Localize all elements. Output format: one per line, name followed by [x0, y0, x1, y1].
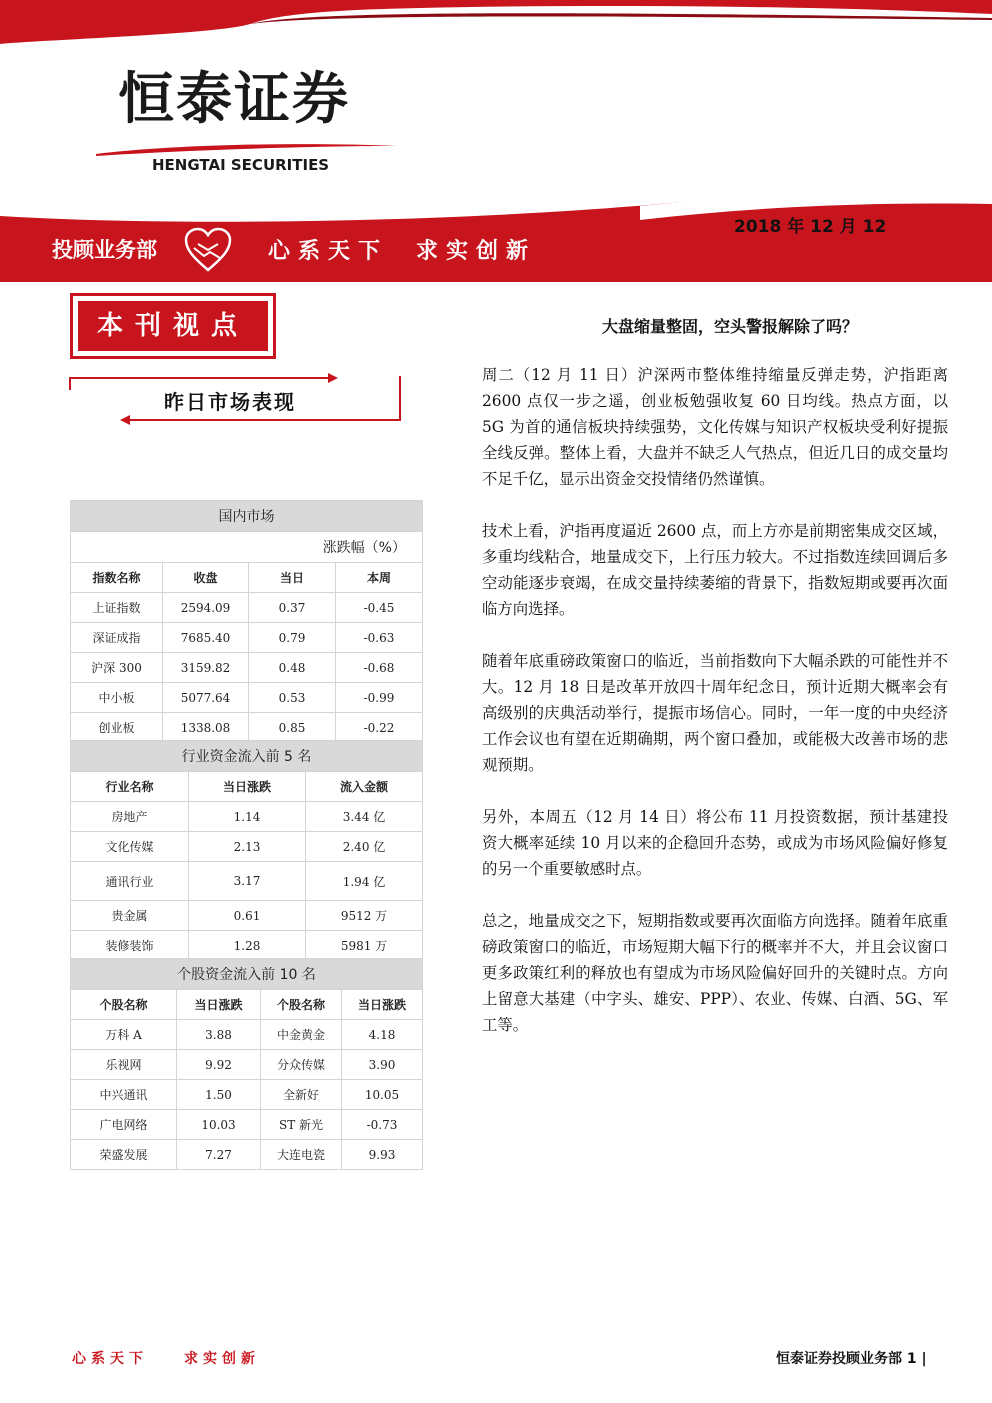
issue-date: 2018 年 12 月 12 [734, 217, 887, 237]
article-title: 大盘缩量整固，空头警报解除了吗？ [601, 317, 858, 336]
header-top-wave [0, 0, 992, 60]
column-header: 个股名称 [71, 990, 177, 1020]
column-header: 本周 [336, 563, 423, 593]
table-cell: 7685.40 [163, 623, 249, 653]
domestic-market-table [70, 500, 423, 743]
table-row [71, 683, 423, 713]
table-cell: 0.61 [189, 901, 306, 931]
brand-logo-chinese: 恒泰证券 [118, 67, 350, 132]
section-title-box [70, 293, 276, 359]
article-paragraph: 周二（12 月 11 日）沪深两市整体维持缩量反弹走势，沪指距离 2600 点仅一步之遥，创业板勉强收复 60 日均线。热点方面，以 5G 为首的通信板块持续强势，文化传媒与知识产权板块受利好提振全线反弹。整体上看，大盘并不缺乏人气热点，但近几日的成交量均不足千亿，显示出资金交投情绪仍然谨慎。 [482, 366, 948, 488]
table-unit-row [71, 532, 423, 563]
table-cell: 3.88 [177, 1020, 261, 1050]
table-cell: -0.99 [336, 683, 423, 713]
column-header: 收盘 [163, 563, 249, 593]
column-header: 个股名称 [261, 990, 342, 1020]
table-row [71, 1050, 423, 1080]
table-cell: 文化传媒 [71, 832, 189, 862]
table-cell: 1338.08 [163, 713, 249, 743]
column-header: 当日 [249, 563, 336, 593]
table-cell: 1.50 [177, 1080, 261, 1110]
table-cell: 1.14 [189, 802, 306, 832]
table-cell: 装修装饰 [71, 931, 189, 961]
table-row [71, 1140, 423, 1170]
table-cell: 中兴通讯 [71, 1080, 177, 1110]
table-row [71, 901, 423, 931]
table-header-row [71, 772, 423, 802]
industry-inflow-table [70, 740, 423, 961]
table-cell: 10.05 [342, 1080, 423, 1110]
table-cell: 9512 万 [306, 901, 423, 931]
table-header-row [71, 563, 423, 593]
footer-page-label: 恒泰证券投顾业务部 1 | [776, 1351, 927, 1367]
table-caption-row [71, 741, 423, 772]
table-cell: 创业板 [71, 713, 163, 743]
table-cell: 3.17 [189, 862, 306, 901]
column-header: 流入金额 [306, 772, 423, 802]
table-cell: 0.85 [249, 713, 336, 743]
column-header: 当日涨跌 [342, 990, 423, 1020]
column-header: 当日涨跌 [177, 990, 261, 1020]
table-cell: 1.28 [189, 931, 306, 961]
table-cell: 3.90 [342, 1050, 423, 1080]
header-slogan-1: 心系天下 [268, 239, 389, 264]
table-cell: 0.37 [249, 593, 336, 623]
table-cell: -0.68 [336, 653, 423, 683]
article-paragraph: 总之，地量成交之下，短期指数或要再次面临方向选择。随着年底重磅政策窗口的临近，市场短期大幅下行的概率并不大，并且会议窗口更多政策红利的释放也有望成为市场风险偏好回升的关键时点。方向上留意大基建（中字头、雄安、PPP）、农业、传媒、白酒、5G、军工等。 [482, 912, 948, 1034]
article-paragraph: 随着年底重磅政策窗口的临近，当前指数向下大幅杀跌的可能性并不大。12 月 18 日是改革开放四十周年纪念日，预计近期大概率会有高级别的庆典活动举行，提振市场信心。同时，一年一度的中央经济工作会议也有望在近期确期，两个窗口叠加，或能极大改善市场的悲观预期。 [482, 652, 948, 774]
table-cell: 中小板 [71, 683, 163, 713]
table-cell: -0.45 [336, 593, 423, 623]
table-cell: 广电网络 [71, 1110, 177, 1140]
table-row [71, 931, 423, 961]
table-cell: 沪深 300 [71, 653, 163, 683]
table-cell: -0.73 [342, 1110, 423, 1140]
table-row [71, 593, 423, 623]
stock-inflow-caption: 个股资金流入前 10 名 [71, 959, 423, 990]
brand-logo-english: HENGTAI SECURITIES [152, 156, 330, 174]
industry-inflow-caption: 行业资金流入前 5 名 [71, 741, 423, 772]
column-header: 当日涨跌 [189, 772, 306, 802]
table-cell: 0.48 [249, 653, 336, 683]
table-cell: 2.40 亿 [306, 832, 423, 862]
table-cell: 3.44 亿 [306, 802, 423, 832]
table-row [71, 623, 423, 653]
table-cell: 万科 A [71, 1020, 177, 1050]
table-cell: 上证指数 [71, 593, 163, 623]
table-row [71, 653, 423, 683]
table-cell: 0.53 [249, 683, 336, 713]
table-cell: -0.63 [336, 623, 423, 653]
header-slogan-2: 求实创新 [416, 239, 537, 264]
table-cell: 2.13 [189, 832, 306, 862]
table-cell: 荣盛发展 [71, 1140, 177, 1170]
section-subtitle: 昨日市场表现 [164, 390, 296, 414]
footer-slogan-2: 求实创新 [184, 1351, 260, 1367]
table-cell: ST 新光 [261, 1110, 342, 1140]
table-cell: 10.03 [177, 1110, 261, 1140]
table-cell: 乐视网 [71, 1050, 177, 1080]
column-header: 行业名称 [71, 772, 189, 802]
article-paragraph: 技术上看，沪指再度逼近 2600 点，而上方亦是前期密集成交区域，多重均线粘合，地量成交下，上行压力较大。不过指数连续回调后多空动能逐步衰竭，在成交量持续萎缩的背景下，指数短期或要再次面临方向选择。 [482, 522, 948, 618]
section-title: 本刊视点 [78, 301, 268, 351]
table-cell: 1.94 亿 [306, 862, 423, 901]
table-cell: 5981 万 [306, 931, 423, 961]
table-cell: 0.79 [249, 623, 336, 653]
table-cell: 通讯行业 [71, 862, 189, 901]
table-cell: 3159.82 [163, 653, 249, 683]
table-cell: -0.22 [336, 713, 423, 743]
domestic-market-unit: 涨跌幅（%） [71, 532, 423, 563]
table-cell: 9.93 [342, 1140, 423, 1170]
table-cell: 中金黄金 [261, 1020, 342, 1050]
footer-slogan-1: 心系天下 [72, 1351, 148, 1367]
table-cell: 分众传媒 [261, 1050, 342, 1080]
department-name: 投顾业务部 [52, 238, 157, 262]
article-paragraph: 另外，本周五（12 月 14 日）将公布 11 月投资数据，预计基建投资大概率延续 10 月以来的企稳回升态势，或成为市场风险偏好修复的另一个重要敏感时点。 [482, 808, 948, 878]
table-caption-row [71, 959, 423, 990]
table-row [71, 713, 423, 743]
table-row [71, 1080, 423, 1110]
table-cell: 房地产 [71, 802, 189, 832]
table-cell: 9.92 [177, 1050, 261, 1080]
table-caption-row [71, 501, 423, 532]
table-cell: 2594.09 [163, 593, 249, 623]
table-cell: 全新好 [261, 1080, 342, 1110]
stock-inflow-table [70, 958, 423, 1170]
table-cell: 5077.64 [163, 683, 249, 713]
table-row [71, 1110, 423, 1140]
column-header: 指数名称 [71, 563, 163, 593]
table-row [71, 862, 423, 901]
handshake-heart-icon [184, 226, 232, 274]
table-row [71, 1020, 423, 1050]
table-row [71, 802, 423, 832]
table-row [71, 832, 423, 862]
table-cell: 贵金属 [71, 901, 189, 931]
table-cell: 深证成指 [71, 623, 163, 653]
table-cell: 4.18 [342, 1020, 423, 1050]
domestic-market-caption: 国内市场 [71, 501, 423, 532]
table-cell: 大连电瓷 [261, 1140, 342, 1170]
table-cell: 7.27 [177, 1140, 261, 1170]
table-header-row [71, 990, 423, 1020]
